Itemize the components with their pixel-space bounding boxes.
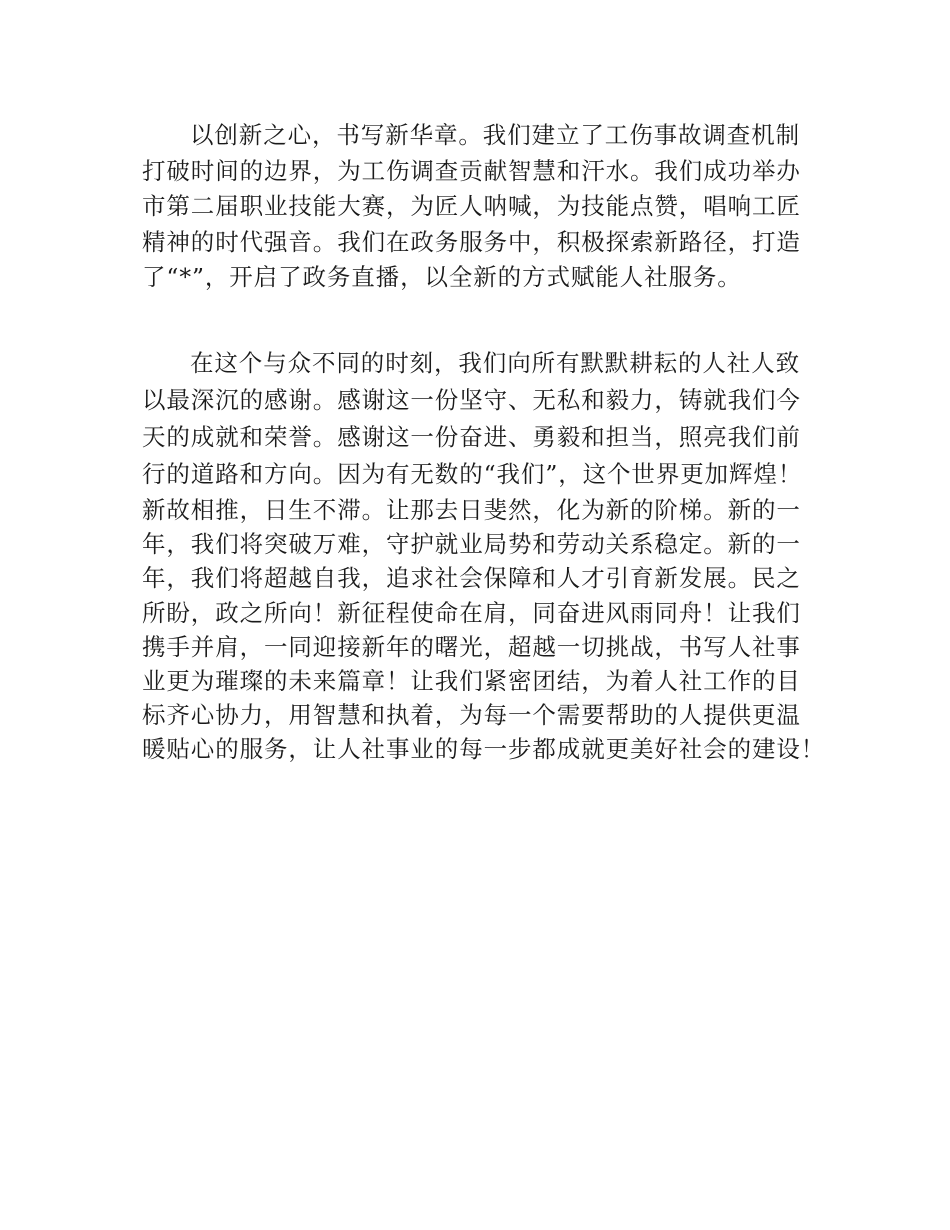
paragraph-2: [142, 345, 842, 767]
paragraph-line: 市第二届职业技能大赛，为匠人呐喊，为技能点赞，唱响工匠: [142, 192, 801, 220]
paragraph-line: 以最深沉的感谢。感谢这一份坚守、无私和毅力，铸就我们今: [142, 386, 801, 414]
paragraph-line: 业更为璀璨的未来篇章！让我们紧密团结，为着人社工作的目: [142, 666, 801, 695]
paragraph-1: [142, 118, 842, 296]
paragraph-line: 以创新之心，书写新华章。我们建立了工伤事故调查机制: [190, 121, 800, 149]
paragraph-line: 携手并肩，一同迎接新年的曙光，超越一切挑战，书写人社事: [142, 632, 801, 661]
paragraph-line: 天的成就和荣誉。感谢这一份奋进、勇毅和担当，照亮我们前: [142, 423, 801, 451]
paragraph-line: 了“*”，开启了政务直播，以全新的方式赋能人社服务。: [142, 263, 742, 291]
paragraph-line: 暖贴心的服务，让人社事业的每一步都成就更美好社会的建设！: [142, 735, 826, 764]
paragraph-line: 标齐心协力，用智慧和执着，为每一个需要帮助的人提供更温: [142, 701, 801, 730]
paragraph-line: 年，我们将超越自我，追求社会保障和人才引育新发展。民之: [142, 564, 801, 593]
paragraph-line: 新故相推，日生不滞。让那去日斐然，化为新的阶梯。新的一: [142, 496, 801, 524]
paragraph-line: 行的道路和方向。因为有无数的“我们”，这个世界更加辉煌！: [142, 460, 803, 488]
paragraph-line: 年，我们将突破万难，守护就业局势和劳动关系稳定。新的一: [142, 530, 801, 559]
paragraph-line: 精神的时代强音。我们在政务服务中，积极探索新路径，打造: [142, 227, 801, 256]
paragraph-line: 所盼，政之所向！新征程使命在肩，同奋进风雨同舟！让我们: [142, 598, 801, 627]
paragraph-line: 在这个与众不同的时刻，我们向所有默默耕耘的人社人致: [190, 349, 800, 377]
paragraph-line: 打破时间的边界，为工伤调查贡献智慧和汗水。我们成功举办: [142, 156, 801, 185]
